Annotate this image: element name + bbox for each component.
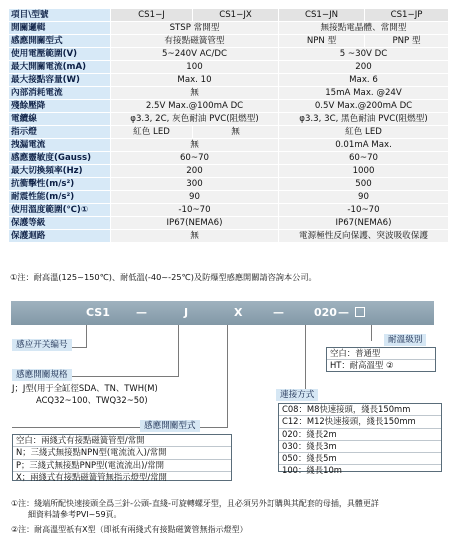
code-length: 020 — [314, 306, 337, 319]
spec-value: -10~70 — [111, 204, 279, 217]
spec-row — [9, 48, 449, 61]
model-cs1-jx: CS1−JX — [193, 9, 279, 22]
switch-options-box — [12, 434, 232, 481]
code-x: X — [234, 306, 243, 319]
spec-value: 15mA Max. @24V — [279, 87, 449, 100]
connector-line — [227, 325, 228, 427]
spec-label: 指示燈 — [9, 126, 111, 139]
spec-value: 5~240V AC/DC — [111, 48, 279, 61]
spec-row — [9, 204, 449, 217]
spec-value: 90 — [111, 191, 279, 204]
connector-line — [86, 325, 87, 347]
spec-value: 無 — [111, 139, 279, 152]
spec-value: 電源極性反向保護、突波吸收保護 — [279, 230, 449, 243]
footnote: ②注：耐高溫型祇有X型（即祇有兩綫式有接點磁簧管無指示燈型） — [11, 525, 248, 534]
spec-value: IP67(NEMA6) — [279, 217, 449, 230]
spec-label: 拽漏電流 — [9, 139, 111, 152]
spec-value: φ3.3, 3C, 黑色耐油 PVC(阻燃型) — [279, 113, 449, 126]
spec-value: 無 — [111, 87, 279, 100]
spec-label: 殘餘壓降 — [9, 100, 111, 113]
footnote: ①注：綫端所配快速接頭全爲三針-公頭-直綫-可旋轉螺牙型，且必須另外訂購與其配套的母插，具體更詳 — [11, 499, 379, 508]
spec-value: 紅色 LED — [279, 126, 449, 139]
spec-value: -10~70 — [279, 204, 449, 217]
spec-row — [9, 74, 449, 87]
spec-row — [9, 61, 449, 74]
spec-label: 耐震性能(m/s²) — [9, 191, 111, 204]
spec-value: 90 — [279, 191, 449, 204]
spec-value: 60~70 — [111, 152, 279, 165]
spec-value: 2.5V Max.@100mA DC — [111, 100, 279, 113]
spec-label: 開關邏輯 — [9, 22, 111, 35]
spec-row — [9, 178, 449, 191]
code-dash: — — [136, 306, 147, 319]
spec-value: 無 — [111, 230, 279, 243]
spec-table — [8, 8, 449, 243]
spec-label: 使用電壓範圍(V) — [9, 48, 111, 61]
spec-row — [9, 100, 449, 113]
spec-value: IP67(NEMA6) — [111, 217, 279, 230]
spec-header-row — [9, 9, 449, 22]
spec-label: 使用溫度範圍(℃)① — [9, 204, 111, 217]
spec-row — [9, 126, 449, 139]
order-code-bar — [11, 301, 434, 325]
spec-header-label: 項目\型號 — [9, 9, 111, 22]
spec-label: 最大切換頻率(Hz) — [9, 165, 111, 178]
temperature-note: ①注：耐高溫(125~150℃)、耐低溫(-40~-25℃)及防爆型感應開關請咨詢本公司。 — [10, 272, 317, 282]
spec-label: 保護等級 — [9, 217, 111, 230]
spec-label: 保護迴路 — [9, 230, 111, 243]
spec-label: 電纜線 — [9, 113, 111, 126]
connector-line — [305, 325, 306, 396]
code-dash: — — [338, 306, 349, 319]
spec-row — [9, 217, 449, 230]
cyl-spec-line: J；J型(用于全缸徑SDA、TN、TWH(M) — [12, 383, 158, 393]
temp-option: HT：耐高溫型 ② — [330, 360, 394, 371]
wiring-options-box — [278, 403, 442, 476]
temp-grade-label: 耐溫級別 — [384, 334, 426, 346]
connector-line — [371, 325, 372, 341]
spec-value: PNP 型 — [365, 35, 449, 48]
spec-label: 最大接點容量(W) — [9, 74, 111, 87]
spec-label: 最大開關電流(mA) — [9, 61, 111, 74]
wiring-option: 100：綫長10m — [282, 465, 342, 476]
wiring-option: 050：綫長5m — [279, 453, 441, 465]
model-cs1-jn: CS1−JN — [279, 9, 365, 22]
wiring-option: C12：M12快速接頭，綫長150mm — [279, 416, 441, 428]
spec-value: 200 — [279, 61, 449, 74]
spec-row — [9, 22, 449, 35]
spec-label: 感應靈敏度(Gauss) — [9, 152, 111, 165]
spec-row — [9, 35, 449, 48]
wiring-label: 連接方式 — [276, 389, 318, 401]
spec-value: 300 — [111, 178, 279, 191]
switch-type-label: 感應開關型式 — [140, 420, 200, 432]
spec-value: 無 — [193, 126, 279, 139]
spec-row — [9, 152, 449, 165]
switch-option: 空白：兩綫式有接點磁簧管型/常開 — [13, 435, 231, 447]
spec-value: φ3.3, 2C, 灰色耐油 PVC(阻燃型) — [111, 113, 279, 126]
spec-value: 60~70 — [279, 152, 449, 165]
spec-value: STSP 常開型 — [111, 22, 279, 35]
spec-value: 有接點磁簧管型 — [111, 35, 279, 48]
temp-options-box — [326, 347, 436, 372]
connector-line — [178, 325, 179, 376]
model-cs1-jp: CS1−JP — [365, 9, 449, 22]
spec-value: 0.01mA Max. — [279, 139, 449, 152]
spec-row — [9, 230, 449, 243]
code-no-label: 感应开关编号 — [12, 339, 72, 351]
switch-option: N；三綫式無接點NPN型(電流流入)/常開 — [13, 447, 231, 459]
spec-value: Max. 6 — [279, 74, 449, 87]
spec-row — [9, 191, 449, 204]
spec-value: 100 — [111, 61, 279, 74]
switch-option: X；兩綫式有接點磁簧管無指示燈型/常開 — [16, 471, 167, 482]
wiring-option: 030：綫長3m — [279, 441, 441, 453]
spec-row — [9, 87, 449, 100]
model-cs1-j: CS1−J — [111, 9, 193, 22]
spec-value: 無接點電晶體、常開型 — [279, 22, 449, 35]
code-dash: — — [273, 306, 284, 319]
cyl-spec-label: 感應開關規格 — [12, 369, 72, 381]
code-prefix: CS1 — [86, 306, 110, 319]
footnote: 細資料請參考PVI~59頁。 — [28, 510, 122, 519]
spec-value: 5 ~30V DC — [279, 48, 449, 61]
wiring-option: C08：M8快速接頭，綫長150mm — [279, 404, 441, 416]
spec-value: NPN 型 — [279, 35, 365, 48]
code-j: J — [184, 306, 189, 319]
switch-option: P；三綫式無接點PNP型(電流流出)/常開 — [13, 460, 231, 472]
spec-value: 紅色 LED — [111, 126, 193, 139]
spec-label: 感應開關型式 — [9, 35, 111, 48]
spec-value: 500 — [279, 178, 449, 191]
temp-option: 空白：普通型 — [327, 348, 435, 360]
spec-value: 0.5V Max.@200mA DC — [279, 100, 449, 113]
spec-row — [9, 113, 449, 126]
spec-value: 1000 — [279, 165, 449, 178]
spec-value: Max. 10 — [111, 74, 279, 87]
code-temp-box — [355, 307, 365, 317]
cyl-spec-line: ACQ32~100、TWQ32~50) — [36, 395, 148, 405]
wiring-option: 020：綫長2m — [279, 429, 441, 441]
spec-row — [9, 165, 449, 178]
spec-label: 內部消耗電流 — [9, 87, 111, 100]
spec-row — [9, 139, 449, 152]
spec-value: 200 — [111, 165, 279, 178]
spec-label: 抗衝擊性(m/s²) — [9, 178, 111, 191]
